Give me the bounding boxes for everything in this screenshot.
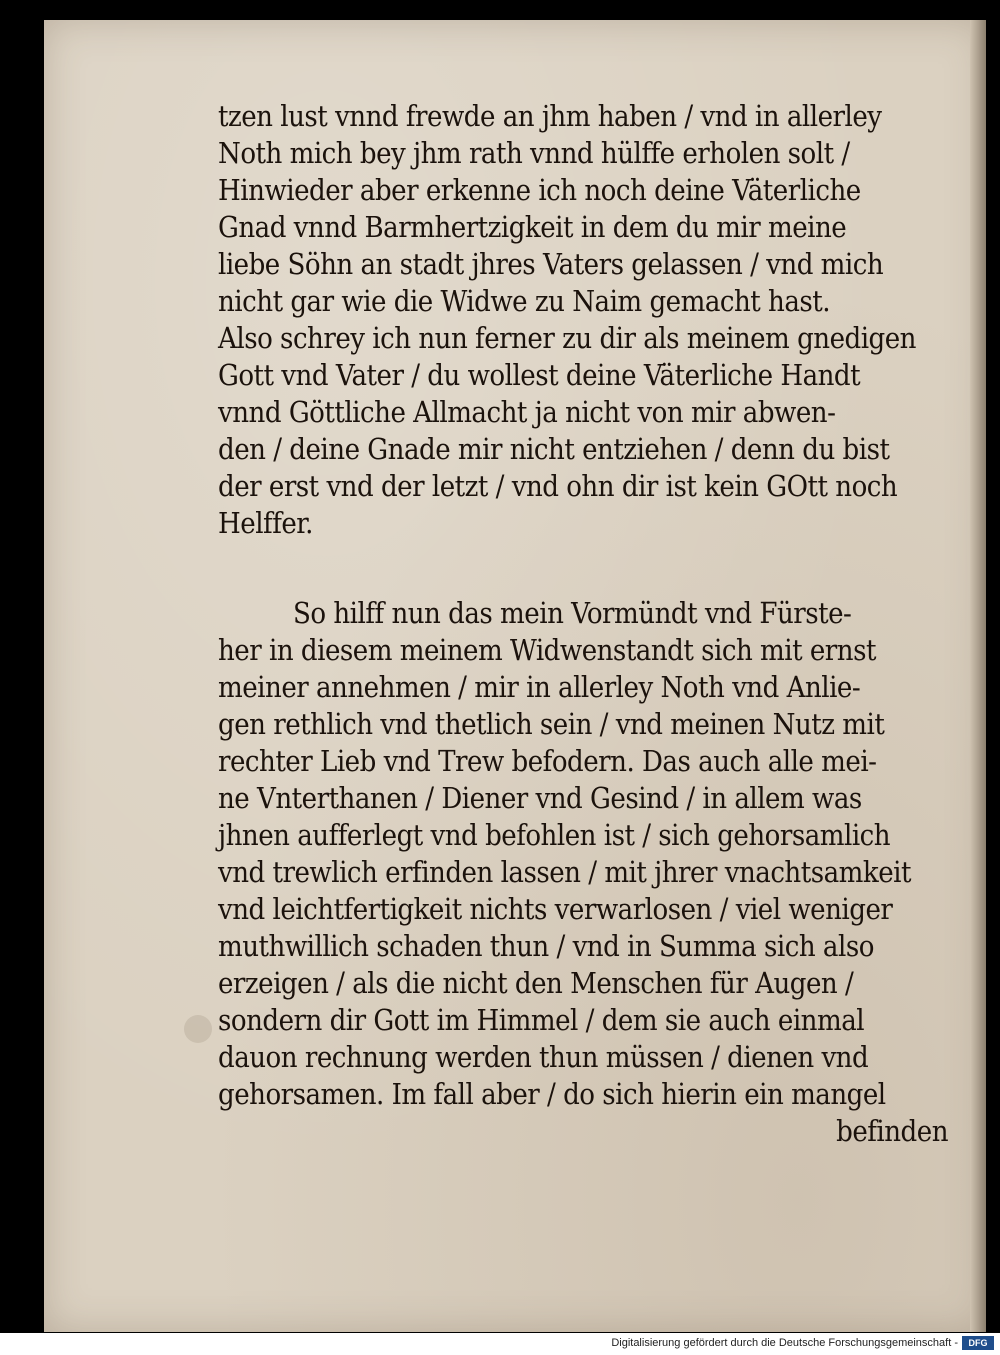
text-line: der erst vnd der letzt / vnd ohn dir ist kein GOtt noch	[218, 469, 898, 503]
paper-stain	[184, 1015, 212, 1043]
text-line: Noth mich bey jhm rath vnnd hülffe erholen solt /	[218, 136, 850, 170]
text-line: meiner annehmen / mir in allerley Noth vnd Anlie-	[218, 670, 861, 704]
text-line: Helffer.	[218, 506, 313, 540]
text-line: sondern dir Gott im Himmel / dem sie auch einmal	[218, 1003, 865, 1037]
text-line: So hilff nun das mein Vormündt vnd Fürste-	[293, 596, 852, 630]
text-line: jhnen aufferlegt vnd befohlen ist / sich gehorsamlich	[218, 818, 891, 852]
text-line: Gnad vnnd Barmhertzigkeit in dem du mir meine	[218, 210, 847, 244]
text-line: gen rethlich vnd thetlich sein / vnd meinen Nutz mit	[218, 707, 885, 741]
dfg-logo: DFG	[962, 1336, 994, 1350]
text-line: dauon rechnung werden thun müssen / dienen vnd	[218, 1040, 869, 1074]
digitization-footer	[0, 1333, 1000, 1355]
text-line: Gott vnd Vater / du wollest deine Väterliche Handt	[218, 358, 861, 392]
funding-credit: Digitalisierung gefördert durch die Deutsche Forschungsgemeinschaft -	[611, 1337, 958, 1349]
page-text	[218, 98, 948, 1150]
paragraph-gap	[218, 542, 948, 595]
catchword: befinden	[836, 1114, 948, 1148]
text-line: erzeigen / als die nicht den Menschen für Augen /	[218, 966, 854, 1000]
text-line: liebe Söhn an stadt jhres Vaters gelassen / vnd mich	[218, 247, 884, 281]
text-line: rechter Lieb vnd Trew befodern. Das auch alle mei-	[218, 744, 877, 778]
text-line: vnnd Göttliche Allmacht ja nicht von mir abwen-	[218, 395, 836, 429]
paragraph-2	[218, 595, 948, 1113]
text-line: nicht gar wie die Widwe zu Naim gemacht hast.	[218, 284, 831, 318]
text-line: gehorsamen. Im fall aber / do sich hierin ein mangel	[218, 1077, 886, 1111]
text-line: den / deine Gnade mir nicht entziehen / denn du bist	[218, 432, 890, 466]
paragraph-1	[218, 98, 948, 542]
text-line: vnd leichtfertigkeit nichts verwarlosen / viel weniger	[218, 892, 893, 926]
text-line: her in diesem meinem Widwenstandt sich mit ernst	[218, 633, 876, 667]
text-line: tzen lust vnnd frewde an jhm haben / vnd in allerley	[218, 99, 882, 133]
page-edge-shadow	[970, 20, 986, 1332]
text-line: ne Vnterthanen / Diener vnd Gesind / in allem was	[218, 781, 862, 815]
text-line: Also schrey ich nun ferner zu dir als meinem gnedigen	[218, 321, 916, 355]
text-line: Hinwieder aber erkenne ich noch deine Väterliche	[218, 173, 861, 207]
text-line: muthwillich schaden thun / vnd in Summa sich also	[218, 929, 874, 963]
text-line: vnd trewlich erfinden lassen / mit jhrer vnachtsamkeit	[218, 855, 911, 889]
